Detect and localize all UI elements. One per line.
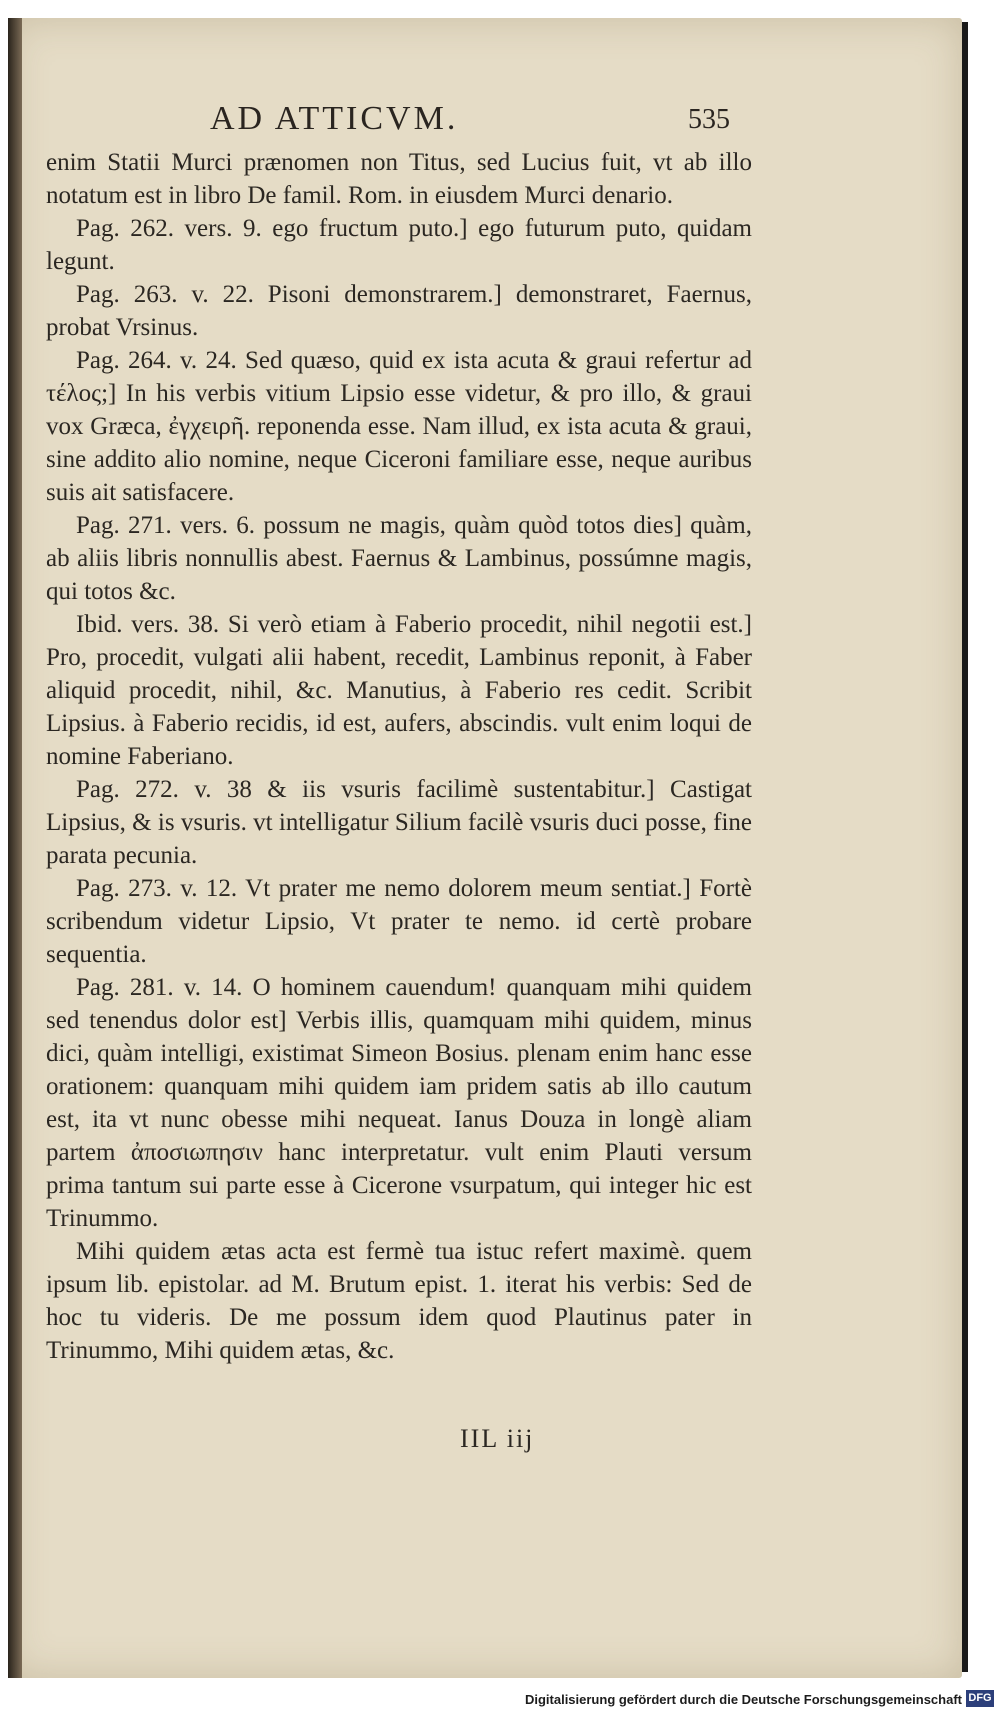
running-head: AD ATTICVM. — [210, 100, 459, 137]
paragraph: Pag. 263. v. 22. Pisoni demonstrarem.] demonstraret, Faernus, probat Vrsinus. — [46, 281, 752, 341]
paragraph: Pag. 281. v. 14. O hominem cauendum! quanquam mihi quidem sed tenendus dolor est] Verbis illis, quamquam mihi quidem, minus dici, quàm intelligi, existimat Simeon Bosius. plenam enim hanc esse orationem: quanquam mihi quidem iam pridem satis ab illo cautum est, ita vt nunc obesse mihi nequeat. Ianus Douza in longè aliam partem ἀποσιωπησιν hanc interpretatur. vult enim Plauti versum prima tantum sui parte esse à Cicerone vsurpatum, qui integer hic est Trinummo. — [46, 974, 752, 1232]
page-number: 535 — [688, 104, 730, 135]
paragraph: Pag. 264. v. 24. Sed quæso, quid ex ista acuta & graui refertur ad τέλος;] In his verbis vitium Lipsio esse videtur, & pro illo, & graui vox Græca, ἐγχειρῆ. reponenda esse. Nam illud, ex ista acuta & graui, sine addito alio nomine, neque Ciceroni familiare esse, neque auribus suis ait satisfacere. — [46, 347, 752, 506]
page-edge — [962, 22, 968, 1672]
paragraph: enim Statii Murci prænomen non Titus, sed Lucius fuit, vt ab illo notatum est in libro De famil. Rom. in eiusdem Murci denario. — [46, 149, 752, 209]
paragraph: Pag. 273. v. 12. Vt prater me nemo dolorem meum sentiat.] Fortè scribendum videtur Lipsio, Vt prater te nemo. id certè probare sequentia. — [46, 875, 752, 968]
paragraph: Pag. 272. v. 38 & iis vsuris facilimè sustentabitur.] Castigat Lipsius, & is vsuris. vt intelligatur Silium facilè vsuris duci posse, fine parata pecunia. — [46, 776, 752, 869]
paragraph: Pag. 271. vers. 6. possum ne magis, quàm quòd totos dies] quàm, ab aliis libris nonnullis abest. Faernus & Lambinus, possúmne magis, qui totos &c. — [46, 512, 752, 605]
dfg-logo: DFG — [966, 1690, 994, 1707]
signature-mark: IIL iij — [460, 1424, 535, 1453]
footer-credit: Digitalisierung gefördert durch die Deutsche Forschungsgemeinschaft — [524, 1692, 962, 1707]
paragraph: Ibid. vers. 38. Si verò etiam à Faberio procedit, nihil negotii est.] Pro, procedit, vulgati alii habent, recedit, Lambinus reponit, à Faber aliquid procedit, nihil, &c. Manutius, à Faberio res cedit. Scribit Lipsius. à Faberio recidis, id est, aufers, abscindis. vult enim loqui de nomine Faberiano. — [46, 611, 752, 770]
paragraph: Mihi quidem ætas acta est fermè tua istuc refert maximè. quem ipsum lib. epistolar. ad M. Brutum epist. 1. iterat his verbis: Sed de hoc tu videris. De me possum idem quod Plautinus pater in Trinummo, Mihi quidem ætas, &c. — [46, 1238, 752, 1364]
page-gutter — [8, 18, 22, 1678]
main-text — [46, 146, 752, 1367]
paragraph: Pag. 262. vers. 9. ego fructum puto.] ego futurum puto, quidam legunt. — [46, 215, 752, 275]
